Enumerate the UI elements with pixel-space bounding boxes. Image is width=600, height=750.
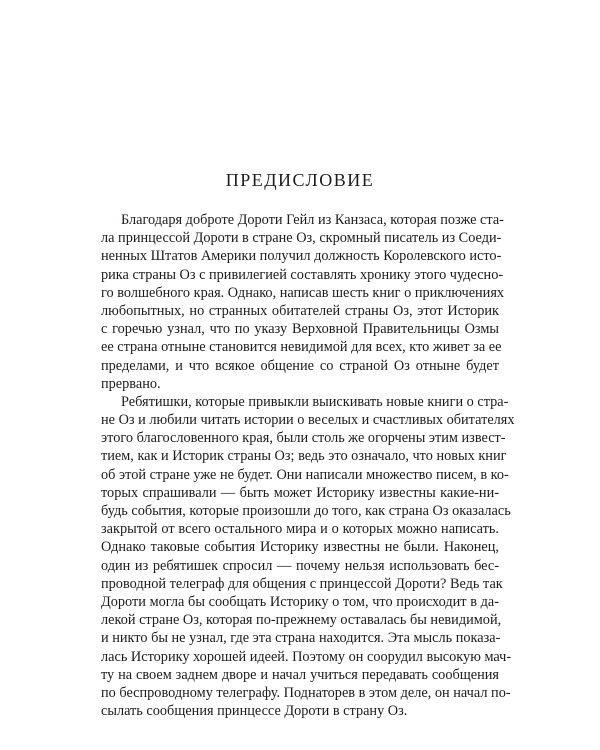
text-line: с горечью узнал, что по указу Верховной Правительницы Озмы (101, 321, 499, 338)
text-line: лась Историку хорошей идеей. Поэтому он соорудил высокую мач- (101, 648, 512, 665)
text-line: Дороти могла бы сообщать Историку о том, что происходит в да- (101, 593, 499, 610)
text-line: ненных Штатов Америки получил должность Королевского исто- (101, 248, 502, 265)
text-line: ее страна отныне становится невидимой для всех, кто живет за ее (101, 339, 502, 356)
text-line: ла принцессой Дороти в стране Оз, скромный писатель из Соеди- (101, 230, 502, 247)
text-line: этого благословенного края, были столь же огорчены этим извест- (101, 430, 506, 447)
text-line: прервано. (101, 375, 161, 392)
text-line: любопытных, но странных обитателей страны Оз, этот Историк (101, 302, 499, 319)
text-line: будь события, которые произошли до того, как страна Оз оказалась (101, 503, 511, 519)
text-line: пределами, и что всякое общение со страной Оз отныне будет (101, 357, 499, 374)
text-line: Однако таковые события Историку известны не были. Наконец, (101, 539, 499, 556)
page-title: ПРЕДИСЛОВИЕ (225, 170, 375, 190)
text-line: Ребятишки, которые привыкли выискивать новые книги о стра- (121, 393, 509, 410)
body-text (101, 211, 515, 720)
text-line: лекой стране Оз, которая по-прежнему оставалась бы невидимой, (101, 612, 502, 629)
text-line: торых спрашивали — быть может Историку известны какие-ни- (101, 484, 499, 501)
text-line: ту на своем заднем дворе и начал учиться передавать сообщения (101, 666, 499, 683)
text-line: рика страны Оз с привилегией составлять хронику этого чудесно- (101, 266, 504, 283)
text-line: проводной телеграф для общения с принцессой Дороти? Ведь так (101, 575, 503, 592)
text-line: сылать сообщения принцессе Дороти в страну Оз. (101, 703, 408, 720)
text-line: не Оз и любили читать истории о веселых и счастливых обитателях (101, 412, 515, 429)
text-line: об этой стране уже не будет. Они написали множество писем, в ко- (101, 466, 509, 483)
paragraph-1 (101, 211, 505, 393)
text-line: го волшебного края. Однако, написав шесть книг о приключениях (101, 284, 505, 301)
text-line: тием, как и Историк страны Оз; ведь это означало, что новых книг (101, 448, 507, 465)
text-line: один из ребятишек спросил — почему нельзя использовать бес- (101, 557, 499, 574)
text-line: по беспроводному телеграфу. Поднаторев в этом деле, он начал по- (101, 684, 511, 701)
text-line: закрытой от всего остального мира и о которых можно написать. (101, 521, 499, 538)
text-line: Благодаря доброте Дороти Гейл из Канзаса, которая позже ста- (121, 212, 504, 228)
text-line: и никто бы не узнал, где эта страна находится. Эта мысль показа- (101, 630, 501, 647)
paragraph-2 (101, 393, 515, 720)
